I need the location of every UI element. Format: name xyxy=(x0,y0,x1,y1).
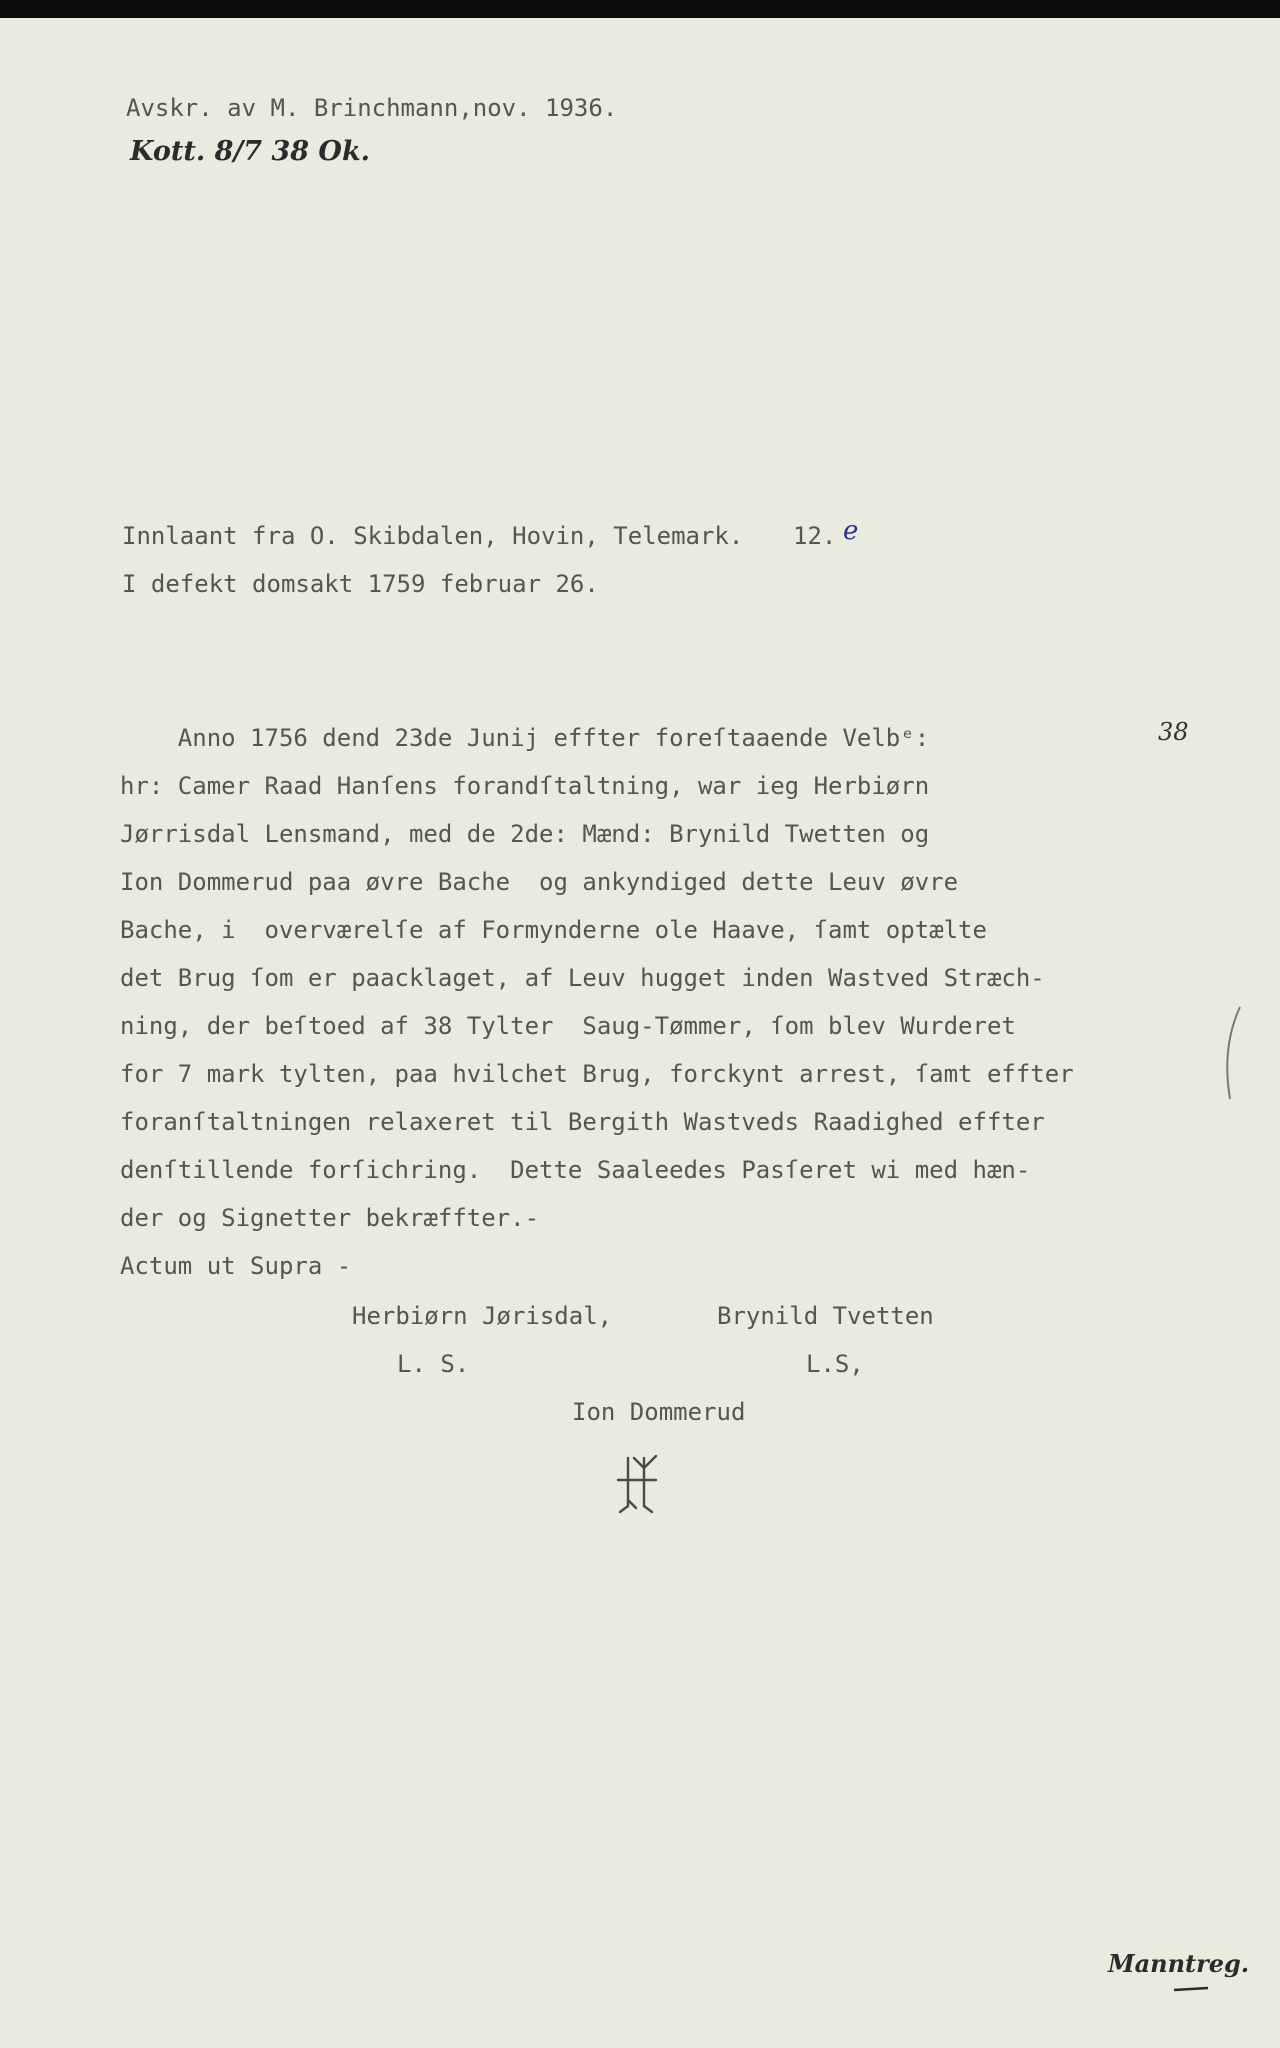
signature-name-right: Brynild Tvetten xyxy=(717,1302,934,1330)
transcription-note: Avskr. av M. Brinchmann,nov. 1936. xyxy=(126,94,618,122)
body-line: foranſtaltningen relaxeret til Bergith Wastveds Raadighed effter xyxy=(120,1108,1045,1136)
body-line: for 7 mark tylten, paa hvilchet Brug, forckynt arrest, ſamt effter xyxy=(120,1060,1074,1088)
margin-page-number: 38 xyxy=(1158,718,1189,746)
body-line: det Brug ſom er paacklaget, af Leuv hugget inden Wastved Stræch- xyxy=(120,964,1045,992)
signature-name-left: Herbiørn Jørisdal, xyxy=(352,1302,613,1330)
body-line: der og Signetter bekræffter.- xyxy=(120,1204,540,1232)
source-line: Innlaant fra O. Skibdalen, Hovin, Telemark. xyxy=(122,522,744,550)
body-line: denſtillende forſichring. Dette Saaleedes Pasſeret wi med hæn- xyxy=(120,1156,1031,1184)
body-line: Anno 1756 dend 23de Junij effter foreſtaaende Velbᵉ: xyxy=(120,724,930,752)
body-line: ning, der beſtoed af 38 Tylter Saug-Tømmer, ſom blev Wurderet xyxy=(120,1012,1016,1040)
body-line: Actum ut Supra - xyxy=(120,1252,352,1280)
seal-mark-right: L.S, xyxy=(806,1350,864,1378)
footer-underline-mark xyxy=(1172,1984,1212,1994)
handwritten-footer-note: Manntreg. xyxy=(1108,1949,1250,1978)
body-line: hr: Camer Raad Hanſens forandſtaltning, war ieg Herbiørn xyxy=(120,772,930,800)
signature-name-center: Ion Dommerud xyxy=(572,1398,746,1426)
seal-mark-left: L. S. xyxy=(397,1350,470,1378)
document-page xyxy=(0,18,1280,2048)
body-line: Jørrisdal Lensmand, med de 2de: Mænd: Brynild Twetten og xyxy=(120,820,930,848)
body-line: Bache, i overværelſe af Formynderne ole Haave, ſamt optælte xyxy=(120,916,987,944)
margin-bracket-mark xyxy=(1218,1003,1248,1103)
body-line: Ion Dommerud paa øvre Bache og ankyndiged dette Leuv øvre xyxy=(120,868,959,896)
source-number-suffix: e xyxy=(843,516,859,546)
source-number: 12. xyxy=(793,522,837,550)
handwritten-archive-note: Kott. 8/7 38 Ok. xyxy=(130,136,371,167)
house-mark-symbol xyxy=(612,1450,662,1516)
source-date-line: I defekt domsakt 1759 februar 26. xyxy=(122,570,599,598)
